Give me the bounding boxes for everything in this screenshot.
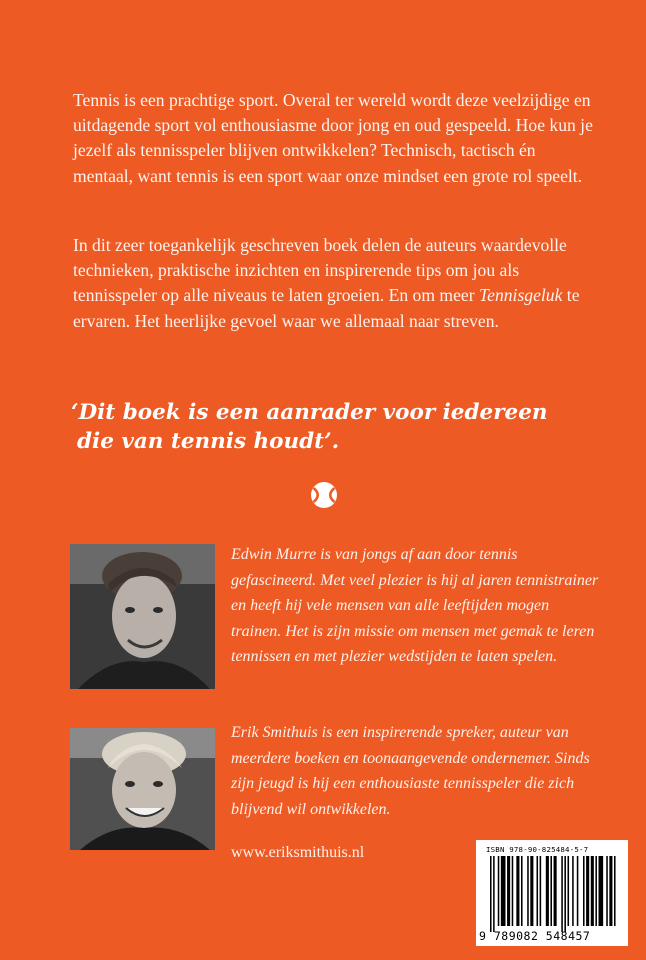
barcode-bar — [490, 856, 492, 932]
barcode-bar — [550, 856, 552, 926]
quote-line-2: die van tennis houdt’. — [77, 429, 340, 454]
intro-paragraph-2 — [73, 233, 593, 334]
barcode-bar — [591, 856, 594, 926]
barcode-bar — [583, 856, 585, 926]
barcode-bars — [480, 856, 624, 932]
barcode-bar — [516, 856, 519, 926]
barcode-bar — [564, 856, 566, 932]
barcode-bar — [561, 856, 563, 932]
intro-paragraph-2-end: te ervaren. Het heerlijke gevoel waar we allemaal naar streven. — [73, 285, 580, 331]
isbn-label: ISBN 978-90-825484-5-7 — [486, 845, 589, 854]
barcode-bar — [507, 856, 510, 926]
barcode-bar — [540, 856, 542, 926]
author-website-link[interactable]: www.eriksmithuis.nl — [231, 844, 365, 861]
author-photo-erik — [70, 728, 215, 850]
barcode-bar — [568, 856, 570, 926]
isbn-number: 9 789082 548457 — [479, 929, 591, 943]
barcode-bar — [599, 856, 604, 926]
barcode-bar — [609, 856, 612, 926]
tennis-ball-icon — [309, 480, 339, 510]
barcode-bar — [530, 856, 533, 926]
barcode-bar — [537, 856, 539, 926]
barcode-bar — [572, 856, 574, 926]
barcode-bar — [586, 856, 589, 926]
barcode-bar — [527, 856, 529, 926]
author-photo-edwin — [70, 544, 215, 689]
recommendation-quote — [71, 398, 611, 456]
intro-paragraph-2-start: In dit zeer toegankelijk geschreven boek delen de auteurs waardevolle technieken, praktische inzichten en inspirerende tips om jou als tennisspeler op alle niveaus te laten groeien. En om meer — [73, 235, 567, 306]
barcode-bar — [501, 856, 506, 926]
barcode-bar — [614, 856, 616, 926]
barcode-bar — [546, 856, 549, 926]
book-title-italic: Tennisgeluk — [478, 285, 563, 306]
quote-line-1: ‘Dit boek is een aanrader voor iedereen — [71, 400, 548, 425]
isbn-barcode — [476, 840, 628, 946]
barcode-bar — [493, 856, 495, 932]
barcode-bar — [498, 856, 500, 926]
barcode-bar — [577, 856, 579, 926]
barcode-bar — [606, 856, 608, 926]
intro-paragraph-1: Tennis is een prachtige sport. Overal ter wereld wordt deze veelzijdige en uitdagende sport vol enthousiasme door jong en oud gespeeld. Hoe kun je jezelf als tennisspeler blijven ontwikkelen? Technisch, tactisch én mentaal, want tennis is een sport waar onze mindset een grote rol speelt. — [73, 90, 593, 186]
barcode-bar — [521, 856, 523, 926]
barcode-bar — [512, 856, 514, 926]
author-bio-edwin: Edwin Murre is van jongs af aan door tennis gefascineerd. Met veel plezier is hij al jaren tennistrainer en heeft hij vele mensen van alle leeftijden mogen trainen. Het is zijn missie om mensen met gemak te leren tennissen en met plezier wedstijden te laten spelen. — [231, 546, 599, 666]
barcode-bar — [595, 856, 597, 926]
barcode-bar — [554, 856, 557, 926]
author-bio-erik: Erik Smithuis is een inspirerende spreker, auteur van meerdere boeken en toonaangevende ondernemer. Sinds zijn jeugd is hij een enthousiaste tennisspeler die zich blijvend wil ontwikkelen. — [231, 724, 590, 818]
